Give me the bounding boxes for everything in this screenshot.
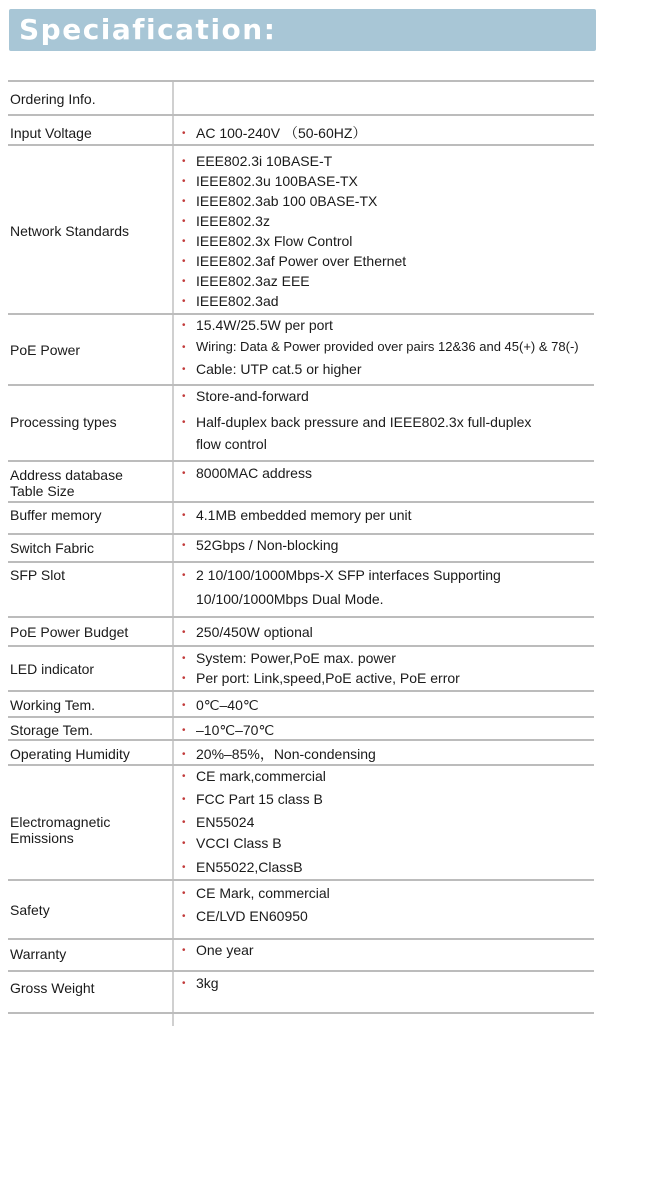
bullet-icon: • bbox=[182, 749, 186, 761]
spec-value bbox=[182, 668, 460, 689]
spec-value-text: FCC Part 15 class B bbox=[196, 791, 323, 807]
spec-label: Buffer memory bbox=[10, 507, 102, 523]
bullet-icon: • bbox=[182, 236, 186, 248]
spec-value bbox=[182, 315, 333, 336]
spec-value-text: Cable: UTP cat.5 or higher bbox=[196, 361, 362, 377]
bullet-icon: • bbox=[182, 468, 186, 480]
column-divider bbox=[172, 146, 174, 313]
column-divider bbox=[172, 881, 174, 938]
spec-value-text: VCCI Class B bbox=[196, 835, 282, 851]
spec-value bbox=[182, 291, 279, 312]
bullet-icon: • bbox=[182, 673, 186, 685]
column-divider bbox=[172, 535, 174, 561]
bullet-icon: • bbox=[182, 128, 186, 140]
bullet-icon: • bbox=[182, 794, 186, 806]
spec-row bbox=[8, 690, 594, 716]
spec-value bbox=[182, 151, 332, 172]
spec-label: PoE Power bbox=[10, 342, 81, 358]
column-divider bbox=[172, 940, 174, 970]
spec-value-text: IEEE802.3x Flow Control bbox=[196, 233, 353, 249]
bullet-icon: • bbox=[182, 771, 186, 783]
spec-value bbox=[182, 973, 219, 994]
spec-value bbox=[182, 883, 330, 904]
row-divider bbox=[8, 501, 594, 503]
spec-row bbox=[8, 144, 594, 313]
spec-label: Storage Tem. bbox=[10, 722, 94, 738]
spec-value-text: IEEE802.3ab 100 0BASE-TX bbox=[196, 193, 378, 209]
spec-value-text: 10/100/1000Mbps Dual Mode. bbox=[196, 591, 384, 607]
spec-value-text: flow control bbox=[196, 436, 267, 452]
spec-label: Safety bbox=[10, 902, 50, 918]
spec-value-text: CE mark,commercial bbox=[196, 768, 326, 784]
spec-label: Switch Fabric bbox=[10, 540, 95, 556]
spec-value-text: 0℃–40℃ bbox=[196, 697, 259, 713]
spec-value-text: IEEE802.3ad bbox=[196, 293, 279, 309]
column-divider bbox=[172, 766, 174, 879]
spec-value-text: EEE802.3i 10BASE-T bbox=[196, 153, 333, 169]
spec-value bbox=[182, 386, 309, 407]
spec-row bbox=[8, 938, 594, 970]
bullet-icon: • bbox=[182, 978, 186, 990]
row-divider bbox=[8, 1012, 594, 1014]
spec-table bbox=[8, 80, 594, 1022]
spec-value-text: 4.1MB embedded memory per unit bbox=[196, 507, 412, 523]
bullet-icon: • bbox=[182, 256, 186, 268]
bullet-icon: • bbox=[182, 510, 186, 522]
spec-value bbox=[182, 857, 303, 878]
spec-value-text: System: Power,PoE max. power bbox=[196, 650, 396, 666]
column-divider bbox=[172, 741, 174, 764]
spec-label: Input Voltage bbox=[10, 125, 92, 141]
spec-row bbox=[8, 533, 594, 561]
spec-row bbox=[8, 561, 594, 616]
spec-row bbox=[8, 501, 594, 533]
bullet-icon: • bbox=[182, 176, 186, 188]
spec-label: Electromagnetic bbox=[10, 814, 111, 830]
spec-value bbox=[182, 434, 267, 454]
spec-row bbox=[8, 970, 594, 1012]
spec-value-text: CE/LVD EN60950 bbox=[196, 908, 308, 924]
bullet-icon: • bbox=[182, 296, 186, 308]
spec-value bbox=[182, 211, 270, 232]
row-divider bbox=[8, 739, 594, 741]
row-divider bbox=[8, 645, 594, 647]
spec-value bbox=[182, 171, 358, 192]
bullet-icon: • bbox=[182, 725, 186, 737]
spec-row bbox=[8, 80, 594, 114]
spec-value-text: IEEE802.3af Power over Ethernet bbox=[196, 253, 407, 269]
bullet-icon: • bbox=[182, 364, 186, 376]
spec-label: PoE Power Budget bbox=[10, 624, 129, 640]
spec-value-text: –10℃–70℃ bbox=[196, 722, 275, 738]
row-divider bbox=[8, 690, 594, 692]
row-divider bbox=[8, 938, 594, 940]
spec-value-text: 20%–85%，Non-condensing bbox=[196, 746, 376, 762]
bullet-icon: • bbox=[182, 540, 186, 552]
row-divider bbox=[8, 460, 594, 462]
bullet-icon: • bbox=[182, 888, 186, 900]
spec-value bbox=[182, 565, 501, 586]
spec-value bbox=[182, 766, 326, 787]
spec-value bbox=[182, 648, 396, 669]
spec-value-text: Wiring: Data & Power provided over pairs 12&36 and 45(+) & 78(-) bbox=[196, 339, 579, 354]
spec-value bbox=[182, 231, 352, 252]
column-divider bbox=[172, 315, 174, 384]
spec-value bbox=[182, 359, 362, 380]
spec-label: Ordering Info. bbox=[10, 91, 96, 107]
spec-value bbox=[182, 833, 282, 854]
spec-value bbox=[182, 337, 579, 358]
spec-value-text: One year bbox=[196, 942, 254, 958]
spec-label: Address database bbox=[10, 467, 123, 483]
spec-label: SFP Slot bbox=[10, 567, 65, 583]
bullet-icon: • bbox=[182, 700, 186, 712]
row-divider bbox=[8, 716, 594, 718]
row-divider bbox=[8, 879, 594, 881]
bullet-icon: • bbox=[182, 862, 186, 874]
column-divider bbox=[172, 462, 174, 501]
bullet-icon: • bbox=[182, 216, 186, 228]
spec-value-text: 250/450W optional bbox=[196, 624, 313, 640]
bullet-icon: • bbox=[182, 817, 186, 829]
spec-value bbox=[182, 123, 366, 144]
bullet-icon: • bbox=[182, 838, 186, 850]
page-title: Speciafication: bbox=[19, 13, 277, 46]
bullet-icon: • bbox=[182, 320, 186, 332]
bullet-icon: • bbox=[182, 196, 186, 208]
spec-value bbox=[182, 412, 531, 433]
spec-value bbox=[182, 505, 412, 526]
spec-row bbox=[8, 460, 594, 501]
spec-value bbox=[182, 589, 384, 609]
spec-value bbox=[182, 251, 406, 272]
spec-value-text: 2 10/100/1000Mbps-X SFP interfaces Supporting bbox=[196, 567, 501, 583]
column-divider bbox=[172, 718, 174, 739]
bullet-icon: • bbox=[182, 570, 186, 582]
spec-row bbox=[8, 739, 594, 764]
spec-label: LED indicator bbox=[10, 661, 95, 677]
spec-label: Working Tem. bbox=[10, 697, 96, 713]
column-divider bbox=[172, 563, 174, 616]
spec-value-text: Store-and-forward bbox=[196, 388, 309, 404]
spec-label: Gross Weight bbox=[10, 980, 95, 996]
bullet-icon: • bbox=[182, 156, 186, 168]
bullet-icon: • bbox=[182, 417, 186, 429]
column-divider bbox=[172, 692, 174, 716]
spec-row bbox=[8, 384, 594, 460]
column-divider bbox=[172, 82, 174, 114]
bullet-icon: • bbox=[182, 391, 186, 403]
spec-value-text: CE Mark, commercial bbox=[196, 885, 330, 901]
spec-value-text: 3kg bbox=[196, 975, 219, 991]
bullet-icon: • bbox=[182, 653, 186, 665]
row-divider bbox=[8, 561, 594, 563]
spec-label: Processing types bbox=[10, 414, 117, 430]
spec-value-text: EN55024 bbox=[196, 814, 255, 830]
spec-value bbox=[182, 940, 254, 961]
spec-value bbox=[182, 744, 376, 765]
row-divider bbox=[8, 114, 594, 116]
column-divider bbox=[172, 386, 174, 460]
spec-value-text: IEEE802.3u 100BASE-TX bbox=[196, 173, 358, 189]
column-divider bbox=[172, 618, 174, 645]
spec-label: Network Standards bbox=[10, 223, 130, 239]
spec-value-text: 52Gbps / Non-blocking bbox=[196, 537, 339, 553]
spec-row bbox=[8, 716, 594, 739]
row-divider bbox=[8, 144, 594, 146]
spec-value bbox=[182, 622, 313, 643]
spec-row bbox=[8, 645, 594, 690]
spec-value bbox=[182, 812, 254, 833]
column-divider bbox=[172, 503, 174, 533]
spec-value bbox=[182, 789, 323, 810]
row-divider bbox=[8, 616, 594, 618]
column-divider bbox=[172, 116, 174, 144]
bullet-icon: • bbox=[182, 627, 186, 639]
spec-value bbox=[182, 906, 308, 927]
spec-value bbox=[182, 191, 377, 212]
spec-row bbox=[8, 313, 594, 384]
spec-row bbox=[8, 114, 594, 144]
spec-value bbox=[182, 271, 310, 292]
row-divider bbox=[8, 970, 594, 972]
spec-label: Operating Humidity bbox=[10, 746, 130, 762]
spec-value-text: Per port: Link,speed,PoE active, PoE error bbox=[196, 670, 460, 686]
spec-value-text: AC 100-240V （50-60HZ） bbox=[196, 125, 367, 141]
spec-value-text: IEEE802.3az EEE bbox=[196, 273, 310, 289]
spec-label-line2: Table Size bbox=[10, 483, 75, 499]
spec-row bbox=[8, 879, 594, 938]
column-divider bbox=[172, 1014, 174, 1026]
spec-value-text: EN55022,ClassB bbox=[196, 859, 303, 875]
column-divider bbox=[172, 647, 174, 690]
bullet-icon: • bbox=[182, 911, 186, 923]
spec-row bbox=[8, 616, 594, 645]
spec-value-text: IEEE802.3z bbox=[196, 213, 270, 229]
title-banner bbox=[9, 9, 596, 51]
spec-value-text: 15.4W/25.5W per port bbox=[196, 317, 333, 333]
row-divider bbox=[8, 80, 594, 82]
spec-value-text: 8000MAC address bbox=[196, 465, 312, 481]
spec-label-line2: Emissions bbox=[10, 830, 74, 846]
spec-value-text: Half-duplex back pressure and IEEE802.3x full-duplex bbox=[196, 414, 532, 430]
bullet-icon: • bbox=[182, 945, 186, 957]
spec-value bbox=[182, 463, 312, 484]
spec-value bbox=[182, 535, 338, 556]
spec-row bbox=[8, 764, 594, 879]
column-divider bbox=[172, 972, 174, 1012]
bullet-icon: • bbox=[182, 341, 186, 353]
spec-label: Warranty bbox=[10, 946, 67, 962]
bullet-icon: • bbox=[182, 276, 186, 288]
spec-value bbox=[182, 695, 259, 716]
